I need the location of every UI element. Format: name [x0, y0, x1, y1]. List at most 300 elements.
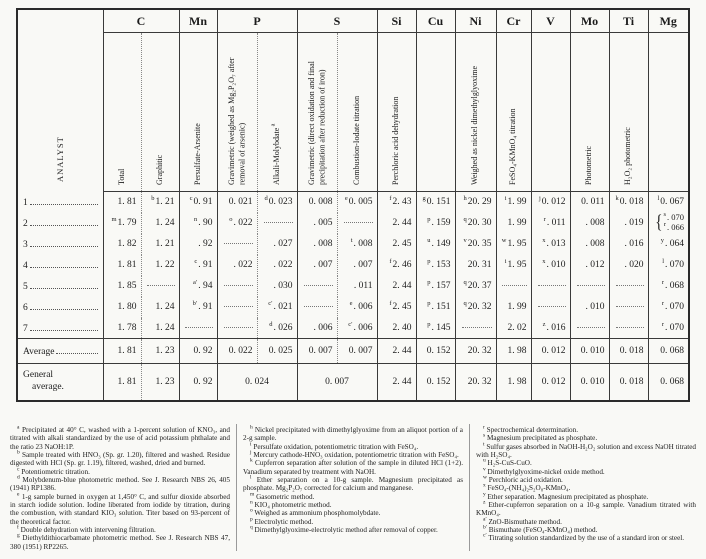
data-cell: $^p$. 153 — [416, 255, 455, 276]
data-cell: . 008 — [297, 234, 337, 255]
footnote-ref: g — [422, 195, 426, 203]
footnote-ref: r — [663, 221, 666, 229]
data-cell: $^d$. 026 — [257, 318, 297, 339]
footnote-ref: q — [463, 278, 467, 286]
data-cell: $^f$2. 43 — [377, 192, 416, 213]
footnote-ref: i — [504, 195, 507, 203]
footnote-ref: d — [269, 320, 273, 328]
blank-leader — [344, 222, 373, 223]
data-cell: 1. 81 — [103, 192, 141, 213]
data-cell: . 027 — [257, 234, 297, 255]
footnote-ref: j — [538, 195, 541, 203]
data-cell: 1. 24 — [141, 213, 179, 234]
data-cell: 1. 98 — [496, 364, 531, 401]
table-body — [17, 192, 689, 401]
blank-leader — [577, 285, 605, 286]
data-cell — [648, 213, 689, 234]
method-header — [179, 33, 217, 192]
data-cell: 2. 44 — [377, 276, 416, 297]
data-cell: 0. 007 — [297, 364, 377, 401]
method-header — [217, 33, 257, 192]
blank-leader — [502, 285, 527, 286]
data-cell: $^p$. 157 — [416, 276, 455, 297]
footnote: $^m$ Gasometric method. — [250, 491, 315, 501]
data-cell: . 006 — [297, 318, 337, 339]
footnote-ref: q — [463, 299, 467, 307]
footnote-ref: d — [264, 195, 268, 203]
footnote-marker: o — [250, 508, 253, 515]
footnote: $^w$ Perchloric acid oxidation. — [483, 474, 563, 485]
method-label: Persulfate-Arsenite — [192, 122, 202, 185]
footnote-marker: h — [250, 424, 253, 431]
footnote: $^v$ Dimethylglyoxime-nickel oxide method. — [483, 466, 605, 476]
footnote-ref: p — [427, 257, 431, 265]
data-cell: $^x$. 010 — [531, 255, 570, 276]
data-cell: 1. 22 — [141, 255, 179, 276]
footnote: $^h$ Nickel precipitated with dimethylglyoxime from an aliquot portion of a 2-g sample. — [243, 424, 463, 443]
table-row — [17, 364, 689, 401]
leader-dots — [56, 345, 97, 354]
data-cell: . 011 — [337, 276, 377, 297]
data-cell: $^r$. 068 — [648, 276, 689, 297]
data-cell: 1. 21 — [141, 234, 179, 255]
data-cell: $^e$0. 005 — [337, 192, 377, 213]
footnote-marker: m — [250, 491, 255, 498]
blank-leader — [224, 285, 253, 286]
data-cell: 0. 021 — [217, 192, 257, 213]
method-header — [570, 33, 609, 192]
footnote: $^i$ Persulfate oxidation, potentiometric titration with FeSO₄. — [250, 441, 419, 451]
footnote-marker: i — [250, 441, 252, 448]
footnote-ref: p — [427, 278, 431, 286]
footnote: $^e$ 1-g sample burned in oxygen at 1,450° C, and sulfur dioxide absorbed in starch iodide solution. Iodine liberated from iodide by titration, during the combustion, with standard KIO₃ solution. Titer based on 93-percent of the theoretical factor. — [10, 491, 230, 526]
element-header: Cr — [496, 9, 531, 33]
table-row — [17, 297, 689, 318]
footnote: $^{c'}$ Titrating solution standardized by the use of a standard iron or steel. — [483, 533, 685, 543]
data-cell: $^x$. 013 — [531, 234, 570, 255]
data-cell: . 008 — [570, 234, 609, 255]
footnote-ref: c′ — [268, 299, 273, 307]
footnote-ref: k — [615, 195, 619, 203]
table-row — [17, 192, 689, 213]
data-cell: 2. 02 — [496, 318, 531, 339]
data-cell: $^g$0. 151 — [416, 192, 455, 213]
data-cell: $^c$0. 91 — [179, 192, 217, 213]
data-cell: $^n$. 90 — [179, 213, 217, 234]
data-cell — [217, 297, 257, 318]
footnote-ref: e — [344, 195, 348, 203]
data-cell: 0. 012 — [531, 364, 570, 401]
leader-dots — [30, 259, 98, 268]
element-header: Mn — [179, 9, 217, 33]
row-label: General average. — [17, 364, 103, 401]
footnote: $^q$ Dimethylglyoxime-electrolytic method after removal of copper. — [250, 524, 438, 535]
footnote-ref: c′ — [348, 320, 353, 328]
footnote-ref: r — [543, 215, 546, 223]
table-wrapper — [16, 8, 690, 402]
data-cell: 0. 007 — [297, 339, 337, 364]
footnote-column-1 — [4, 424, 236, 551]
method-header — [337, 33, 377, 192]
footnote: $^n$ KIO₄ photometric method. — [250, 499, 332, 510]
footnotes — [4, 424, 702, 551]
data-cell: 0. 152 — [416, 339, 455, 364]
footnote: $^d$ Molybdenum-blue photometric method. See J. Research NBS 26, 405 (1941) RP1386. — [10, 474, 230, 493]
data-cell — [141, 276, 179, 297]
data-cell: 1. 23 — [141, 364, 179, 401]
footnote: $^t$ Sulfur gases absorbed in NaOH-H₂O₂ solution and excess NaOH titrated with H₂SO₄. — [476, 441, 696, 460]
data-cell: 2. 44 — [377, 364, 416, 401]
data-cell: $^{c'}$. 006 — [337, 318, 377, 339]
footnote-marker: r — [483, 424, 485, 431]
element-header: Mo — [570, 9, 609, 33]
data-cell: $^e$. 006 — [337, 297, 377, 318]
data-cell: 1. 24 — [141, 318, 179, 339]
table-row — [17, 318, 689, 339]
footnote-ref: l — [662, 257, 664, 265]
method-label: Gravimetric (weighed as Mg₂P₂O₇ after removal of arsenic) — [226, 57, 246, 185]
data-cell: $^u$. 149 — [416, 234, 455, 255]
footnote-ref: u — [427, 236, 431, 244]
data-cell: $^h$20. 29 — [455, 192, 496, 213]
footnote-ref: z — [542, 320, 546, 328]
method-label: Total — [116, 168, 126, 185]
footnote-marker: x — [483, 483, 486, 490]
data-cell: . 008 — [570, 213, 609, 234]
footnote: $^b$ Sample treated with HNO₃ (Sp. gr. 1.20), filtered and washed. Residue digested with HCl (Sp. gr. 1.19), filtered, washed, dried and burned. — [10, 449, 230, 468]
footnote-ref: a′ — [192, 278, 198, 286]
data-cell: . 007 — [297, 255, 337, 276]
data-cell: 1. 81 — [103, 255, 141, 276]
data-cell: 2. 45 — [377, 234, 416, 255]
footnote-ref: i — [504, 257, 507, 265]
data-cell — [609, 276, 648, 297]
table-row — [17, 234, 689, 255]
footnote-ref: y — [660, 236, 664, 244]
element-header: S — [297, 9, 377, 33]
footnote: $^y$ Ether separation. Magnesium precipitated as phosphate. — [483, 491, 649, 501]
data-cell: 1. 98 — [496, 339, 531, 364]
blank-leader — [462, 327, 492, 328]
data-cell: $^r$. 070 — [648, 318, 689, 339]
element-header: Ti — [609, 9, 648, 33]
footnote: $^l$ Ether separation on a 10-g sample. Magnesium precipitated as phosphate. Mg₂P₂O₇ corrected for calcium and manganese. — [243, 474, 463, 493]
footnote-ref: o — [229, 215, 233, 223]
element-header: P — [217, 9, 297, 33]
data-cell: 2. 44 — [377, 339, 416, 364]
method-header — [648, 33, 689, 192]
blank-leader — [538, 306, 566, 307]
footnote-marker: k — [250, 457, 253, 464]
method-label: H₂O₂ photometric — [623, 126, 633, 185]
data-cell: 0. 92 — [179, 339, 217, 364]
braced-value: $^s$. 070 — [663, 212, 684, 223]
method-header — [496, 33, 531, 192]
footnote-ref: l — [657, 195, 660, 203]
blank-leader — [224, 243, 253, 244]
footnote-ref: f — [389, 257, 392, 265]
method-header — [609, 33, 648, 192]
footnote-ref: t — [350, 236, 353, 244]
table-row — [17, 255, 689, 276]
data-cell — [570, 318, 609, 339]
footnote: $^c$ Potentiometric titration. — [17, 466, 90, 476]
method-label: Alkali-Molybdate $^a$ — [269, 122, 281, 185]
data-cell: 1. 99 — [496, 297, 531, 318]
leader-dots — [30, 301, 98, 310]
footnote-ref: h — [463, 195, 467, 203]
footnote: $^o$ Weighed as ammonium phosphomolybdate. — [250, 508, 381, 518]
data-cell — [179, 318, 217, 339]
element-header: Si — [377, 9, 416, 33]
data-cell: $^j$0. 012 — [531, 192, 570, 213]
data-cell: 0. 022 — [217, 339, 257, 364]
table-row — [17, 276, 689, 297]
data-cell — [297, 297, 337, 318]
table-row — [17, 213, 689, 234]
leader-dots — [30, 217, 98, 226]
method-label: FeSO₄-KMnO₄ titration — [508, 108, 518, 185]
data-cell: 1. 80 — [103, 297, 141, 318]
element-header: Cu — [416, 9, 455, 33]
footnote-marker: t — [483, 441, 485, 448]
footnote-ref: s — [663, 212, 666, 219]
data-cell: $^p$. 151 — [416, 297, 455, 318]
method-header — [455, 33, 496, 192]
row-label: 4 — [17, 255, 103, 276]
element-header: V — [531, 9, 570, 33]
blank-leader — [264, 222, 293, 223]
data-cell: 0. 008 — [297, 192, 337, 213]
footnote-ref: b′ — [192, 299, 198, 307]
data-cell: . 030 — [257, 276, 297, 297]
data-cell: 0. 92 — [179, 364, 217, 401]
data-cell: 0. 010 — [570, 339, 609, 364]
data-cell: 0. 152 — [416, 364, 455, 401]
footnote-marker: b′ — [483, 524, 487, 531]
analyst-label: ANALYST — [54, 136, 65, 183]
method-label: Gravimetric (direct oxidation and final precipitation after reduction of iron) — [306, 60, 326, 185]
method-header — [141, 33, 179, 192]
footnote-marker: y — [483, 491, 486, 498]
footnote-ref: r — [661, 299, 664, 307]
footnote: $^g$ Diethyldithiocarbamate photometric method. See J. Research NBS 47, 380 (1951) RP2265. — [10, 533, 230, 551]
method-header-row — [17, 33, 689, 192]
blank-leader — [224, 327, 253, 328]
method-label: Weighed as nickel dimethylglyoxime — [470, 65, 480, 185]
element-header: Mg — [648, 9, 689, 33]
data-cell: . 020 — [609, 255, 648, 276]
data-cell: 2. 44 — [377, 213, 416, 234]
analyst-header — [17, 9, 103, 192]
footnote-ref: e — [349, 299, 353, 307]
blank-leader — [304, 285, 333, 286]
data-cell: . 019 — [609, 213, 648, 234]
data-cell: 0. 024 — [217, 364, 297, 401]
footnote-marker: p — [250, 516, 253, 523]
data-cell: $^o$. 022 — [217, 213, 257, 234]
data-cell — [217, 318, 257, 339]
data-cell: 0. 010 — [570, 364, 609, 401]
footnote: $^k$ Cupferron separation after solution of the sample in diluted HCl (1+2). Vanadium separated by treatment with NaOH. — [243, 457, 463, 476]
data-cell: $^z$. 016 — [531, 318, 570, 339]
footnote-marker: f — [17, 524, 19, 531]
data-cell: $^i$1. 95 — [496, 255, 531, 276]
footnote-ref: b — [151, 195, 155, 203]
data-cell: 1. 99 — [496, 213, 531, 234]
data-cell — [496, 276, 531, 297]
footnote-ref: m — [111, 215, 117, 223]
footnote-ref: x — [542, 236, 546, 244]
leader-dots — [30, 280, 98, 289]
data-cell: 20. 31 — [455, 255, 496, 276]
data-cell: 1. 85 — [103, 276, 141, 297]
data-cell: 1. 81 — [103, 364, 141, 401]
footnote-marker: j — [250, 449, 252, 456]
footnote-marker: v — [483, 466, 486, 473]
data-cell: $^y$. 064 — [648, 234, 689, 255]
data-cell — [570, 276, 609, 297]
data-cell: $^l$0. 067 — [648, 192, 689, 213]
footnote: $^z$ Ether-cupferron separation on a 10-g sample. Vanadium titrated with KMnO₄. — [476, 499, 696, 518]
footnote: $^p$ Electrolytic method. — [250, 516, 314, 526]
method-header — [531, 33, 570, 192]
data-cell: $^f$2. 46 — [377, 255, 416, 276]
footnote-ref: c — [189, 195, 193, 203]
data-cell: . 010 — [570, 297, 609, 318]
data-cell — [257, 213, 297, 234]
data-cell: 1. 78 — [103, 318, 141, 339]
data-cell — [531, 276, 570, 297]
row-label: 1 — [17, 192, 103, 213]
method-label: Perchloric acid dehydration — [391, 96, 401, 185]
data-cell: . 007 — [337, 255, 377, 276]
footnote-marker: l — [250, 474, 252, 481]
data-cell: $^q$20. 32 — [455, 297, 496, 318]
footnote-marker: b — [17, 449, 20, 456]
blank-leader — [147, 285, 174, 286]
data-cell: 0. 025 — [257, 339, 297, 364]
data-cell: . 022 — [217, 255, 257, 276]
data-cell — [609, 297, 648, 318]
method-label: Graphitic — [154, 154, 164, 185]
data-cell: 0. 018 — [609, 364, 648, 401]
data-cell: . 92 — [179, 234, 217, 255]
data-cell: $^{b'}$. 91 — [179, 297, 217, 318]
footnote: $^f$ Double dehydration with intervening filtration. — [17, 524, 156, 535]
data-cell — [609, 318, 648, 339]
footnote-ref: p — [427, 215, 431, 223]
method-label: Combustion-Iodate titration — [351, 95, 361, 185]
analysis-table — [16, 8, 690, 402]
footnote-ref: f — [389, 195, 392, 203]
footnote-marker: u — [483, 457, 486, 464]
data-cell — [217, 276, 257, 297]
data-cell — [337, 213, 377, 234]
footnote-marker: n — [250, 499, 253, 506]
footnote-marker: c — [17, 466, 20, 473]
data-cell: 0. 011 — [570, 192, 609, 213]
footnote-marker: d — [17, 474, 20, 481]
row-label: 2 — [17, 213, 103, 234]
footnote-ref: c — [194, 257, 198, 265]
method-header — [103, 33, 141, 192]
footnote: $^r$ Spectrochemical determination. — [483, 424, 579, 434]
data-cell: 0. 068 — [648, 364, 689, 401]
footnote-ref: p — [427, 299, 431, 307]
footnote-marker: e — [17, 491, 20, 498]
footnote-ref: q — [463, 215, 467, 223]
data-cell: $^p$. 159 — [416, 213, 455, 234]
data-cell: 0. 068 — [648, 339, 689, 364]
footnote-ref: x — [542, 257, 546, 265]
method-header — [377, 33, 416, 192]
footnote: $^u$ H₂S-CuS-CuO. — [483, 457, 532, 468]
element-header: C — [103, 9, 179, 33]
footnote-ref: r — [661, 278, 664, 286]
footnote-ref: w — [501, 236, 507, 244]
data-cell: 1. 23 — [141, 339, 179, 364]
leader-dots — [30, 196, 98, 205]
row-label: 7 — [17, 318, 103, 339]
row-label: 3 — [17, 234, 103, 255]
data-cell — [297, 276, 337, 297]
data-cell — [531, 297, 570, 318]
data-cell: 0. 012 — [531, 339, 570, 364]
data-cell: $^{a'}$. 94 — [179, 276, 217, 297]
data-cell: $^m$1. 79 — [103, 213, 141, 234]
row-label: Average — [17, 339, 103, 364]
data-cell: 0. 018 — [609, 339, 648, 364]
data-cell: $^w$1. 95 — [496, 234, 531, 255]
footnote: $^x$ FeSO₄-(NH₄)₂S₂O₈-KMnO₄. — [483, 483, 571, 493]
method-header — [297, 33, 337, 192]
data-cell: $^v$20. 35 — [455, 234, 496, 255]
method-header — [257, 33, 297, 192]
leader-dots — [30, 322, 98, 331]
footnote: $^j$ Mercury cathode-HNO₃ oxidation, potentiometric titration with FeSO₄. — [250, 449, 459, 460]
data-cell: . 012 — [570, 255, 609, 276]
data-cell: $^f$2. 45 — [377, 297, 416, 318]
footnote: $^a$ Precipitated at 40° C, washed with a 1-percent solution of KNO₃, and titrated with alkali standardized by the use of acid potassium phthalate and the ratio 23 NaOH:1P. — [10, 424, 230, 451]
data-cell: $^k$0. 018 — [609, 192, 648, 213]
footnote-column-3 — [469, 424, 702, 551]
data-cell — [455, 318, 496, 339]
footnote-ref: a — [269, 122, 277, 128]
element-header-row — [17, 9, 689, 33]
row-label: 5 — [17, 276, 103, 297]
footnote-marker: z — [483, 499, 486, 506]
data-cell: . 005 — [297, 213, 337, 234]
data-cell: 1. 24 — [141, 297, 179, 318]
footnote-marker: w — [483, 474, 487, 481]
method-label: Photometric — [584, 145, 594, 185]
data-cell: . 022 — [257, 255, 297, 276]
footnote-ref: r — [661, 320, 664, 328]
data-cell: 0. 007 — [337, 339, 377, 364]
data-cell: $^q$20. 37 — [455, 276, 496, 297]
footnote: $^{b'}$ Bismuthate (FeSO₄-KMnO₄) method. — [483, 524, 598, 535]
footnote-marker: a′ — [483, 516, 487, 523]
data-cell: $^t$. 008 — [337, 234, 377, 255]
data-cell: 2. 40 — [377, 318, 416, 339]
data-cell: 1. 82 — [103, 234, 141, 255]
data-cell: $^p$. 145 — [416, 318, 455, 339]
blank-leader — [304, 306, 333, 307]
blank-leader — [224, 306, 253, 307]
footnote-ref: f — [389, 299, 392, 307]
data-cell: $^i$1. 99 — [496, 192, 531, 213]
